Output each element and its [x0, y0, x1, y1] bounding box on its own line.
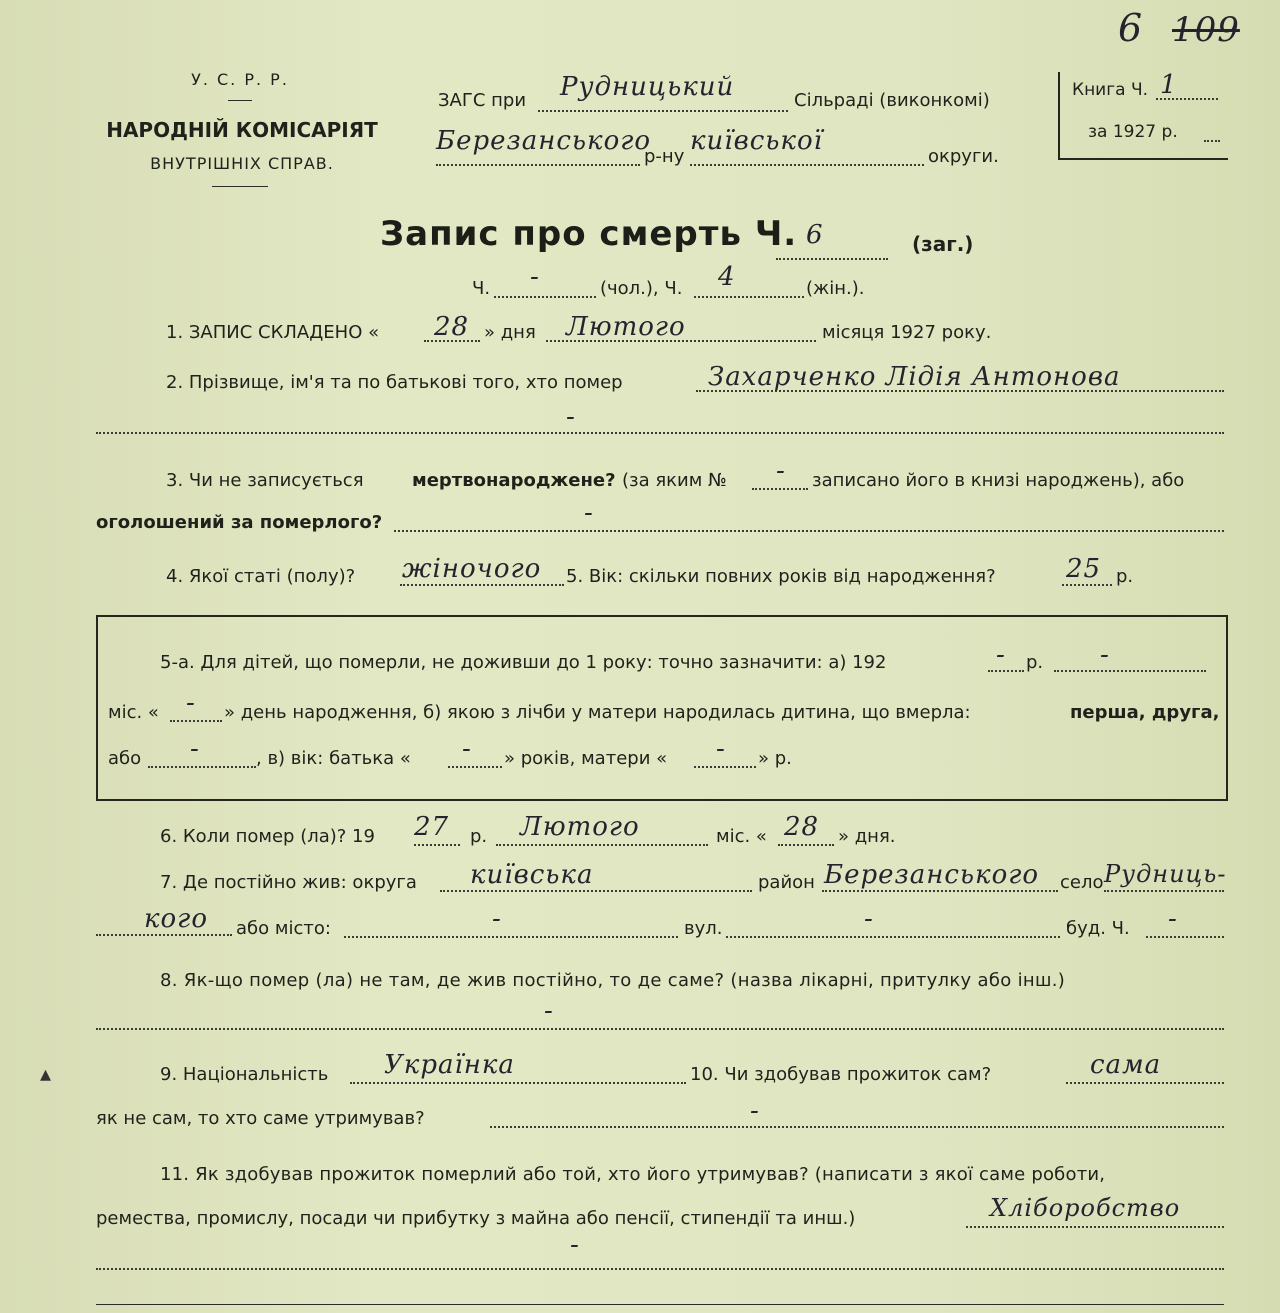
field-11-line1: 11. Як здобував прожиток померлий або той, хто його утримував? (написати з якої саме роботи,	[160, 1164, 1106, 1185]
okruha-name: київської	[690, 126, 823, 156]
fill-line	[494, 296, 596, 298]
field-7-bud: -	[1168, 904, 1178, 934]
field-5a-line3c: » р.	[758, 748, 792, 769]
field-6-month: Лютого	[520, 812, 640, 842]
fill-line	[1146, 936, 1224, 938]
field-6-mis: міс. «	[716, 826, 767, 847]
fill-line	[752, 488, 808, 490]
fill-line	[726, 936, 1060, 938]
field-7-selo: Рудниць-	[1104, 860, 1227, 888]
fill-line	[1062, 584, 1112, 586]
female-count: 4	[718, 262, 736, 292]
field-10-cont-value: -	[750, 1096, 760, 1126]
fill-line	[822, 890, 1058, 892]
fill-line	[96, 432, 1224, 434]
fill-line	[148, 766, 256, 768]
field-10-value: сама	[1090, 1050, 1162, 1080]
fill-line	[1066, 1082, 1224, 1084]
field-3-value: -	[584, 498, 594, 528]
field-7-vul: -	[864, 904, 874, 934]
fill-line	[776, 258, 888, 260]
fill-line	[448, 766, 502, 768]
fill-line	[96, 1268, 1224, 1270]
fill-line	[690, 164, 924, 166]
okruha-label: округи.	[928, 146, 999, 167]
field-11-value: Хліборобство	[990, 1194, 1181, 1222]
fill-line	[1104, 890, 1224, 892]
field-5a-month: -	[1100, 640, 1110, 670]
book-label: Книга Ч.	[1072, 80, 1149, 100]
fill-line	[988, 670, 1024, 672]
fill-line	[350, 1082, 686, 1084]
fill-line	[538, 110, 788, 112]
field-6-year: 27	[414, 812, 450, 842]
field-1-label: 1. ЗАПИС СКЛАДЕНО «	[166, 322, 380, 343]
field-7-raion: Березанського	[824, 860, 1040, 890]
field-9-value: Українка	[384, 1050, 515, 1080]
fill-line	[694, 766, 756, 768]
male-prefix: Ч.	[472, 278, 491, 299]
fill-line	[170, 720, 222, 722]
field-5a-year: -	[996, 640, 1006, 670]
field-3-declared-dead: оголошений за померлого?	[96, 512, 383, 533]
page-number-old: 109	[1172, 10, 1240, 50]
field-4-label: 4. Якої статі (полу)?	[166, 566, 356, 587]
field-6-day: 28	[784, 812, 820, 842]
field-5a-line2: » день народження, б) якою з лічби у матери народилась дитина, що вмерла:	[224, 702, 971, 723]
fill-line	[1054, 670, 1206, 672]
male-label: (чол.), Ч.	[600, 278, 683, 299]
field-9-label: 9. Національність	[160, 1064, 329, 1085]
field-7-vul-label: вул.	[684, 918, 723, 939]
field-3-number: -	[776, 456, 786, 486]
field-5a-order: -	[190, 734, 200, 764]
fill-line	[440, 890, 752, 892]
zags-suffix: Сільраді (виконкомі)	[794, 90, 990, 111]
field-5a-line1: 5-а. Для дітей, що померли, не доживши до 1 року: точно зазначити: а) 192	[160, 652, 887, 673]
record-suffix: (заг.)	[912, 232, 974, 256]
divider	[228, 100, 252, 101]
fill-line	[436, 164, 640, 166]
fill-line	[778, 844, 834, 846]
field-3-label: 3. Чи не записується	[166, 470, 364, 491]
fill-line	[414, 844, 460, 846]
zags-prefix: ЗАГС при	[438, 90, 527, 111]
field-7-okruha: київська	[470, 860, 594, 890]
fill-line	[96, 934, 232, 936]
field-10-cont-label: як не сам, то хто саме утримував?	[96, 1108, 425, 1129]
department-label: ВНУТРІШНІХ СПРАВ.	[150, 154, 334, 173]
district-label: р-ну	[644, 146, 685, 167]
field-7-raion-label: район	[758, 872, 815, 893]
fill-line	[694, 296, 804, 298]
commissariat-label: НАРОДНІЙ КОМІСАРІЯТ	[106, 118, 378, 142]
field-7-bud-label: буд. Ч.	[1066, 918, 1130, 939]
bottom-rule	[96, 1304, 1224, 1305]
field-3-tail: записано його в книзі народжень), або	[812, 470, 1185, 491]
field-7-selo-label: село	[1060, 872, 1104, 893]
field-7-misto: -	[492, 904, 502, 934]
male-count: -	[530, 262, 540, 292]
fill-line	[96, 1028, 1224, 1030]
field-5a-day: -	[186, 688, 196, 718]
field-6-r: р.	[470, 826, 488, 847]
field-4-value: жіночого	[402, 554, 542, 584]
field-5a-line3b: » років, матери «	[504, 748, 668, 769]
field-5a-order-options: перша, друга,	[1070, 702, 1220, 723]
record-title: Запис про смерть Ч.	[380, 214, 798, 254]
fill-line	[490, 1126, 1224, 1128]
field-5a-father: -	[462, 734, 472, 764]
field-1-month: Лютого	[566, 312, 686, 342]
field-7-label: 7. Де постійно жив: округа	[160, 872, 417, 893]
field-5a-line3: , в) вік: батька «	[256, 748, 411, 769]
fill-line	[966, 1226, 1224, 1228]
fill-line	[394, 530, 1224, 532]
fill-line	[344, 936, 678, 938]
field-6-label: 6. Коли помер (ла)? 19	[160, 826, 375, 847]
field-2-name: Захарченко Лідія Антонова	[708, 362, 1121, 392]
record-number: 6	[806, 220, 824, 250]
field-5-label: 5. Вік: скільки повних років від народження?	[566, 566, 996, 587]
field-1-suffix: місяця 1927 року.	[822, 322, 992, 343]
field-5-value: 25	[1066, 554, 1102, 584]
republic-label: У. С. Р. Р.	[191, 70, 289, 89]
page-number: 6	[1118, 6, 1144, 50]
field-6-dnya: » дня.	[838, 826, 896, 847]
field-11-line2: ремества, промислу, посади чи прибутку з майна або пенсії, стипендії та инш.)	[96, 1208, 856, 1229]
field-5a-mother: -	[716, 734, 726, 764]
field-3-number-label: (за яким №	[622, 470, 727, 491]
field-2-cont: -	[566, 402, 576, 432]
year-label: за 1927 р.	[1088, 122, 1178, 142]
book-number: 1	[1160, 70, 1178, 100]
margin-mark: ▴	[40, 1062, 52, 1087]
field-8-value: -	[544, 996, 554, 1026]
field-1-day: 28	[434, 312, 470, 342]
field-5a-abo: або	[108, 748, 142, 769]
divider	[212, 186, 268, 187]
zags-village: Рудницький	[560, 72, 735, 102]
district-name: Березанського	[436, 126, 652, 156]
field-3-stillborn: мертвонароджене?	[412, 470, 616, 491]
fill-line	[496, 844, 708, 846]
field-5a-mis: міс. «	[108, 702, 159, 723]
field-10-label: 10. Чи здобував прожиток сам?	[690, 1064, 992, 1085]
female-label: (жін.).	[806, 278, 865, 299]
field-5-suffix: р.	[1116, 566, 1134, 587]
field-5a-r: р.	[1026, 652, 1044, 673]
field-11-cont: -	[570, 1230, 580, 1260]
fill-line	[400, 584, 564, 586]
field-7-selo-cont: кого	[144, 904, 208, 934]
field-1-day-suffix: » дня	[484, 322, 536, 343]
fill-line	[1204, 140, 1220, 142]
field-7-misto-label: або місто:	[236, 918, 331, 939]
field-8-label: 8. Як-що помер (ла) не там, де жив постійно, то де саме? (назва лікарні, притулку або інш.)	[160, 970, 1066, 991]
field-2-label: 2. Прізвище, ім'я та по батькові того, хто помер	[166, 372, 623, 393]
